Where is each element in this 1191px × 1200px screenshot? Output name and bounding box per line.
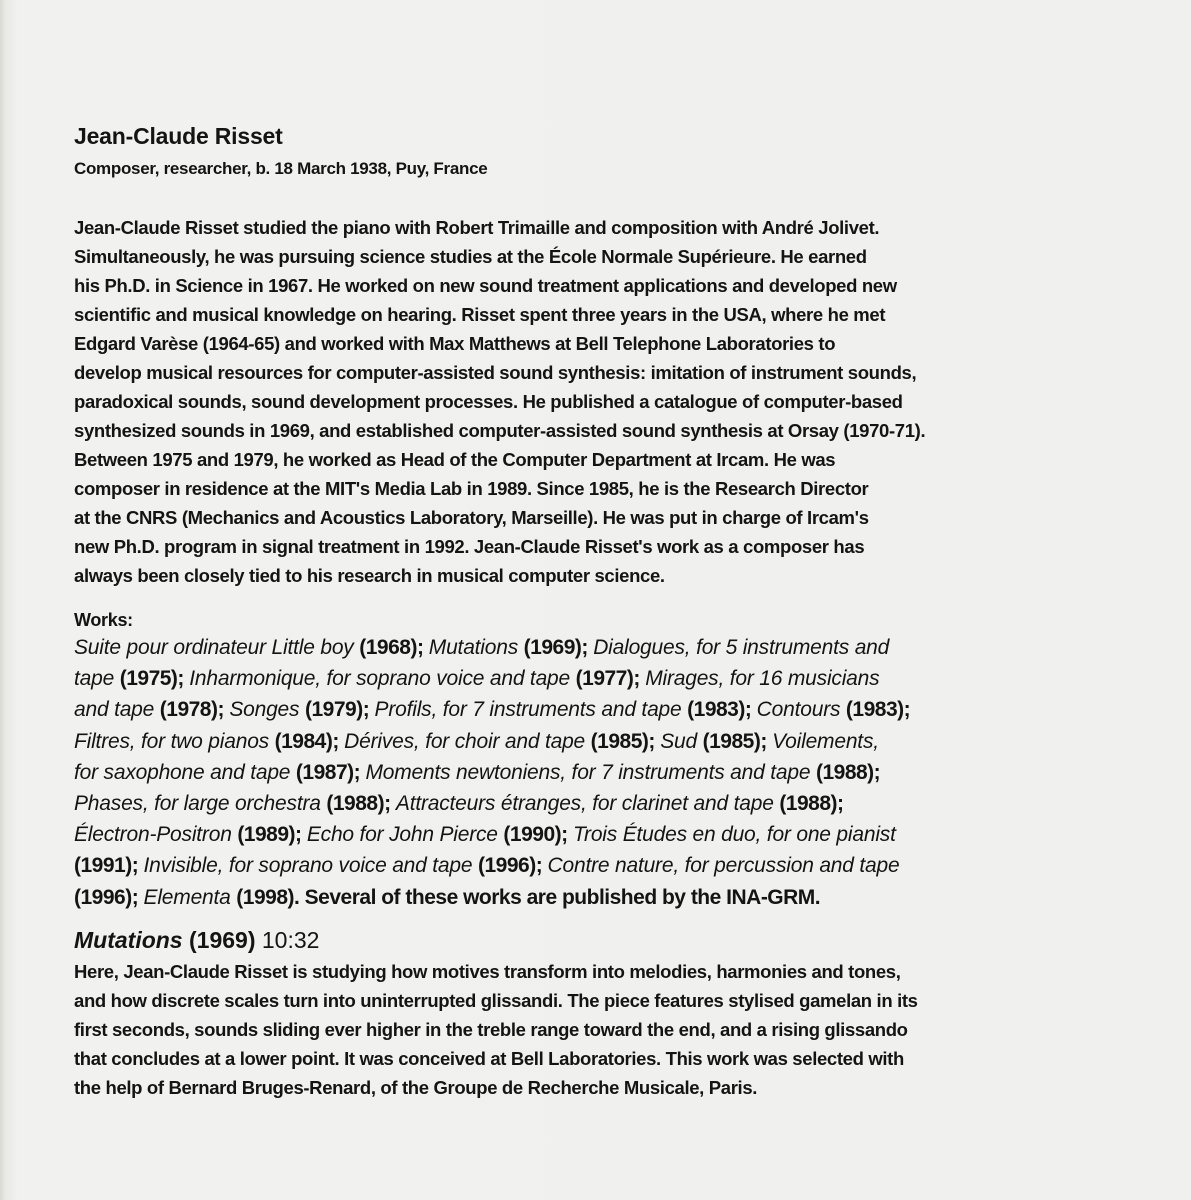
works-line bbox=[74, 757, 1114, 788]
work-year: (1969); bbox=[523, 636, 594, 659]
work-year: (1983); bbox=[845, 698, 911, 722]
works-line bbox=[74, 632, 1114, 663]
work-year: (1996); bbox=[477, 854, 548, 878]
work-title: Elementa bbox=[143, 885, 237, 909]
work-title: Profils, for 7 instruments and tape bbox=[374, 698, 688, 722]
work-title: Contre nature, for percussion and tape bbox=[547, 854, 900, 878]
composer-name: Jean-Claude Risset bbox=[74, 123, 283, 149]
bio-line: scientific and musical knowledge on hearing. Risset spent three years in the USA, where he met bbox=[74, 304, 886, 325]
bio-line: synthesized sounds in 1969, and established computer-assisted sound synthesis at Orsay (1970-71). bbox=[74, 420, 926, 441]
piece-description bbox=[74, 957, 1114, 1102]
work-year: (1968); bbox=[359, 636, 429, 659]
piece-duration: 10:32 bbox=[255, 926, 320, 953]
work-year: (1988); bbox=[326, 792, 396, 816]
work-year: (1985); bbox=[702, 729, 773, 753]
works-line bbox=[74, 819, 1114, 850]
work-title: Suite pour ordinateur Little boy bbox=[74, 636, 360, 659]
work-title: Contours bbox=[756, 698, 846, 722]
work-title: Moments newtoniens, for 7 instruments and tape bbox=[365, 760, 816, 784]
bio-line: paradoxical sounds, sound development processes. He published a catalogue of computer-based bbox=[74, 391, 903, 412]
work-title: Dérives, for choir and tape bbox=[344, 729, 591, 753]
work-title: Mirages, for 16 musicians bbox=[645, 667, 880, 691]
work-year: (1975); bbox=[119, 667, 190, 691]
bio-line: develop musical resources for computer-assisted sound synthesis: imitation of instrument sounds, bbox=[74, 362, 917, 383]
works-line bbox=[74, 882, 1114, 913]
works-line bbox=[74, 694, 1114, 725]
work-year: (1983); bbox=[687, 698, 757, 722]
work-year: (1984); bbox=[274, 729, 345, 753]
works-line bbox=[74, 663, 1114, 694]
work-title: Trois Études en duo, for one pianist bbox=[572, 823, 896, 847]
work-title: Filtres, for two pianos bbox=[74, 729, 275, 753]
work-title: and tape bbox=[74, 698, 160, 722]
work-title: Mutations bbox=[428, 636, 524, 659]
work-title: Phases, for large orchestra bbox=[74, 792, 327, 816]
work-year: (1978); bbox=[159, 698, 230, 722]
work-title: Dialogues, for 5 instruments and bbox=[593, 636, 890, 659]
work-title: Électron-Positron bbox=[74, 823, 238, 847]
work-title: Echo for John Pierce bbox=[306, 823, 504, 847]
bio-line: Simultaneously, he was pursuing science studies at the École Normale Supérieure. He earned bbox=[74, 246, 867, 267]
description-line: Here, Jean-Claude Risset is studying how motives transform into melodies, harmonies and tones, bbox=[74, 960, 901, 982]
works-line bbox=[74, 726, 1114, 757]
work-title: tape bbox=[74, 667, 120, 691]
works-list bbox=[74, 632, 1114, 913]
description-line: first seconds, sounds sliding ever higher in the treble range toward the end, and a rising glissando bbox=[74, 1018, 908, 1040]
work-year: (1985); bbox=[590, 729, 661, 753]
piece-heading bbox=[74, 925, 1114, 955]
works-line bbox=[74, 850, 1114, 881]
work-title: for saxophone and tape bbox=[74, 760, 296, 784]
bio-line: always been closely tied to his research in musical computer science. bbox=[74, 565, 665, 586]
composer-subtitle: Composer, researcher, b. 18 March 1938, Puy, France bbox=[74, 159, 488, 178]
work-year: (1990); bbox=[503, 823, 573, 847]
work-title: Sud bbox=[660, 729, 703, 753]
bio-line: his Ph.D. in Science in 1967. He worked on new sound treatment applications and developed new bbox=[74, 275, 897, 296]
bio-line: at the CNRS (Mechanics and Acoustics Laboratory, Marseille). He was put in charge of Ircam's bbox=[74, 507, 869, 528]
work-title: Attracteurs étranges, for clarinet and tape bbox=[395, 792, 780, 816]
text-column bbox=[74, 122, 1114, 1102]
work-year: (1991); bbox=[74, 854, 144, 878]
bio-line: composer in residence at the MIT's Media Lab in 1989. Since 1985, he is the Research Director bbox=[74, 478, 869, 499]
piece-title: Mutations bbox=[74, 926, 183, 953]
description-line: and how discrete scales turn into uninterrupted glissandi. The piece features stylised gamelan in its bbox=[74, 989, 918, 1011]
work-year: (1989); bbox=[237, 823, 307, 847]
bio-line: Edgard Varèse (1964-65) and worked with Max Matthews at Bell Telephone Laboratories to bbox=[74, 333, 836, 354]
work-year: (1988); bbox=[815, 760, 881, 784]
piece-year: (1969) bbox=[182, 926, 256, 953]
bio-line: Between 1975 and 1979, he worked as Head of the Computer Department at Ircam. He was bbox=[74, 449, 836, 470]
work-year: (1988); bbox=[779, 792, 844, 816]
works-line bbox=[74, 788, 1114, 819]
work-title: Inharmonique, for soprano voice and tape bbox=[189, 667, 576, 691]
work-year: (1979); bbox=[304, 698, 375, 722]
work-title: Invisible, for soprano voice and tape bbox=[143, 854, 478, 878]
bio-line: new Ph.D. program in signal treatment in 1992. Jean-Claude Risset's work as a composer has bbox=[74, 536, 865, 557]
works-heading: Works: bbox=[74, 610, 133, 630]
description-line: the help of Bernard Bruges-Renard, of the Groupe de Recherche Musicale, Paris. bbox=[74, 1076, 758, 1098]
biography bbox=[74, 213, 1114, 590]
work-year: (1977); bbox=[575, 667, 646, 691]
bio-line: Jean-Claude Risset studied the piano with Robert Trimaille and composition with André Jolivet. bbox=[74, 217, 880, 238]
work-year: (1996); bbox=[74, 885, 144, 909]
work-year: (1998). Several of these works are published by the INA-GRM. bbox=[236, 885, 821, 909]
description-line: that concludes at a lower point. It was conceived at Bell Laboratories. This work was selected with bbox=[74, 1047, 904, 1069]
work-year: (1987); bbox=[295, 760, 366, 784]
work-title: Songes bbox=[229, 698, 305, 722]
work-title: Voilements, bbox=[772, 729, 879, 753]
